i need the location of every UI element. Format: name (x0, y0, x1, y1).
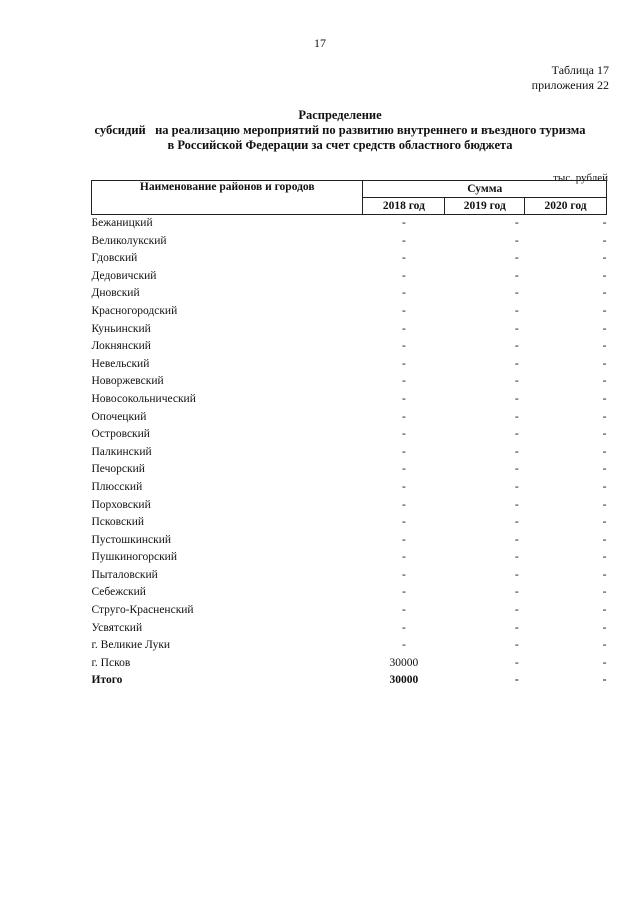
district-name-cell: Дедовичский (91, 269, 157, 282)
table-row (92, 391, 607, 409)
value-2019-cell: - (514, 252, 519, 265)
header-year-2019: 2019 год (445, 198, 525, 215)
table-row (92, 532, 607, 550)
units-label: тыс. рублей (553, 172, 608, 184)
table-row (92, 250, 607, 268)
table-row (92, 567, 607, 585)
district-name-cell: Струго-Красненский (91, 604, 194, 617)
value-2019-cell: - (514, 621, 519, 634)
district-name-cell: Новосокольнический (91, 392, 196, 405)
value-2019-cell: - (514, 586, 519, 599)
title-line1: Распределение (298, 108, 382, 122)
district-name-cell: г. Великие Луки (91, 639, 171, 652)
table-row (92, 373, 607, 391)
value-2020-cell: - (602, 428, 607, 441)
table-row (92, 409, 607, 427)
title-line2: субсидий на реализацию мероприятий по развитию внутреннего и въездного туризма (94, 123, 586, 137)
page-number: 17 (314, 36, 326, 50)
value-2020-cell: - (602, 269, 607, 282)
value-2018-cell: - (401, 480, 406, 493)
value-2020-cell: - (602, 217, 607, 229)
value-2019-cell: - (514, 392, 519, 405)
district-name-cell: Островский (91, 428, 150, 441)
table-row (92, 461, 607, 479)
header-year-2018: 2018 год (363, 198, 445, 215)
table-row (92, 233, 607, 251)
table-body (92, 215, 607, 691)
value-2019-cell: - (514, 533, 519, 546)
table-row (92, 285, 607, 303)
table-row (92, 321, 607, 339)
table-row (92, 514, 607, 532)
value-2020-cell: - (602, 252, 607, 265)
value-2020-cell: - (602, 304, 607, 317)
table-row (92, 356, 607, 374)
table-row (92, 303, 607, 321)
district-name-cell: Пушкиногорский (91, 551, 177, 564)
value-2020-cell: - (602, 340, 607, 353)
table-ref-line2: приложения 22 (531, 78, 609, 92)
value-2018-cell: - (401, 410, 406, 423)
value-2018-cell: - (401, 375, 406, 388)
value-2019-cell: - (514, 463, 519, 476)
value-2019-cell: - (514, 445, 519, 458)
value-2019-cell: - (514, 357, 519, 370)
value-2018-cell: - (401, 568, 406, 581)
value-2018-cell: - (401, 586, 406, 599)
value-2018-cell: - (401, 234, 406, 247)
value-2019-cell: - (514, 498, 519, 511)
value-2019-cell: - (514, 551, 519, 564)
subsidy-table (91, 180, 607, 690)
district-name-cell: Новоржевский (91, 375, 164, 388)
value-2018-cell: - (401, 428, 406, 441)
district-name-cell: Гдовский (91, 252, 138, 265)
value-2018-cell: - (401, 252, 406, 265)
value-2018-cell: - (401, 304, 406, 317)
value-2018-cell: 30000 (389, 674, 419, 687)
table-row (92, 620, 607, 638)
value-2019-cell: - (514, 428, 519, 441)
value-2019-cell: - (514, 322, 519, 335)
value-2020-cell: - (602, 568, 607, 581)
district-name-cell: г. Псков (91, 656, 131, 669)
value-2020-cell: - (602, 357, 607, 370)
district-name-cell: Палкинский (91, 445, 152, 458)
value-2020-cell: - (602, 445, 607, 458)
district-name-cell: Псковский (91, 516, 145, 529)
value-2019-cell: - (514, 410, 519, 423)
value-2018-cell: - (401, 357, 406, 370)
value-2019-cell: - (514, 480, 519, 493)
value-2019-cell: - (514, 639, 519, 652)
value-2019-cell: - (514, 269, 519, 282)
value-2020-cell: - (602, 656, 607, 669)
value-2018-cell: 30000 (389, 656, 419, 669)
value-2018-cell: - (401, 269, 406, 282)
value-2020-cell: - (602, 287, 607, 300)
value-2020-cell: - (602, 375, 607, 388)
district-name-cell: Великолукский (91, 234, 167, 247)
table-row (92, 602, 607, 620)
district-name-cell: Усвятский (91, 621, 143, 634)
value-2018-cell: - (401, 217, 406, 229)
value-2020-cell: - (602, 516, 607, 529)
value-2019-cell: - (514, 287, 519, 300)
value-2020-cell: - (602, 410, 607, 423)
district-name-cell: Локнянский (91, 340, 151, 353)
table-row (92, 338, 607, 356)
header-sum: Сумма (363, 181, 607, 198)
value-2020-cell: - (602, 551, 607, 564)
value-2018-cell: - (401, 639, 406, 652)
value-2020-cell: - (602, 234, 607, 247)
table-row (92, 426, 607, 444)
value-2020-cell: - (602, 621, 607, 634)
value-2020-cell: - (602, 586, 607, 599)
value-2020-cell: - (602, 498, 607, 511)
value-2019-cell: - (514, 604, 519, 617)
district-name-cell: Опочецкий (91, 410, 147, 423)
value-2018-cell: - (401, 392, 406, 405)
value-2020-cell: - (602, 639, 607, 652)
value-2018-cell: - (401, 287, 406, 300)
value-2018-cell: - (401, 340, 406, 353)
district-name-cell: Красногородский (91, 304, 178, 317)
value-2019-cell: - (514, 304, 519, 317)
header-year-2020: 2020 год (525, 198, 607, 215)
value-2018-cell: - (401, 621, 406, 634)
value-2018-cell: - (401, 533, 406, 546)
table-row (92, 637, 607, 655)
document-title (60, 108, 620, 153)
table-row (92, 655, 607, 673)
value-2018-cell: - (401, 604, 406, 617)
value-2019-cell: - (514, 234, 519, 247)
table-row (92, 584, 607, 602)
table-row (92, 479, 607, 497)
title-line3: в Российской Федерации за счет средств областного бюджета (167, 138, 513, 152)
table-row (92, 444, 607, 462)
district-name-cell: Итого (91, 674, 123, 687)
value-2019-cell: - (514, 375, 519, 388)
table-reference (532, 63, 609, 93)
district-name-cell: Куньинский (91, 322, 151, 335)
table-total-row (92, 672, 607, 690)
district-name-cell: Бежаницкий (91, 217, 153, 229)
value-2020-cell: - (602, 392, 607, 405)
value-2018-cell: - (401, 498, 406, 511)
value-2018-cell: - (401, 516, 406, 529)
value-2019-cell: - (514, 340, 519, 353)
district-name-cell: Дновский (91, 287, 140, 300)
value-2020-cell: - (602, 480, 607, 493)
value-2020-cell: - (602, 463, 607, 476)
table-row (92, 215, 607, 233)
value-2020-cell: - (602, 322, 607, 335)
value-2018-cell: - (401, 463, 406, 476)
district-name-cell: Себежский (91, 586, 146, 599)
value-2019-cell: - (514, 568, 519, 581)
header-district-name: Наименование районов и городов (92, 181, 363, 215)
district-name-cell: Пустошкинский (91, 533, 172, 546)
value-2019-cell: - (514, 217, 519, 229)
table-row (92, 268, 607, 286)
value-2020-cell: - (602, 674, 607, 687)
value-2019-cell: - (514, 516, 519, 529)
value-2018-cell: - (401, 551, 406, 564)
district-name-cell: Печорский (91, 463, 145, 476)
value-2018-cell: - (401, 322, 406, 335)
value-2018-cell: - (401, 445, 406, 458)
value-2020-cell: - (602, 604, 607, 617)
district-name-cell: Плюсский (91, 480, 143, 493)
table-ref-line1: Таблица 17 (551, 63, 609, 77)
district-name-cell: Невельский (91, 357, 150, 370)
table-row (92, 497, 607, 515)
district-name-cell: Порховский (91, 498, 151, 511)
district-name-cell: Пыталовский (91, 568, 158, 581)
value-2019-cell: - (514, 656, 519, 669)
table-row (92, 549, 607, 567)
value-2020-cell: - (602, 533, 607, 546)
value-2019-cell: - (514, 674, 519, 687)
